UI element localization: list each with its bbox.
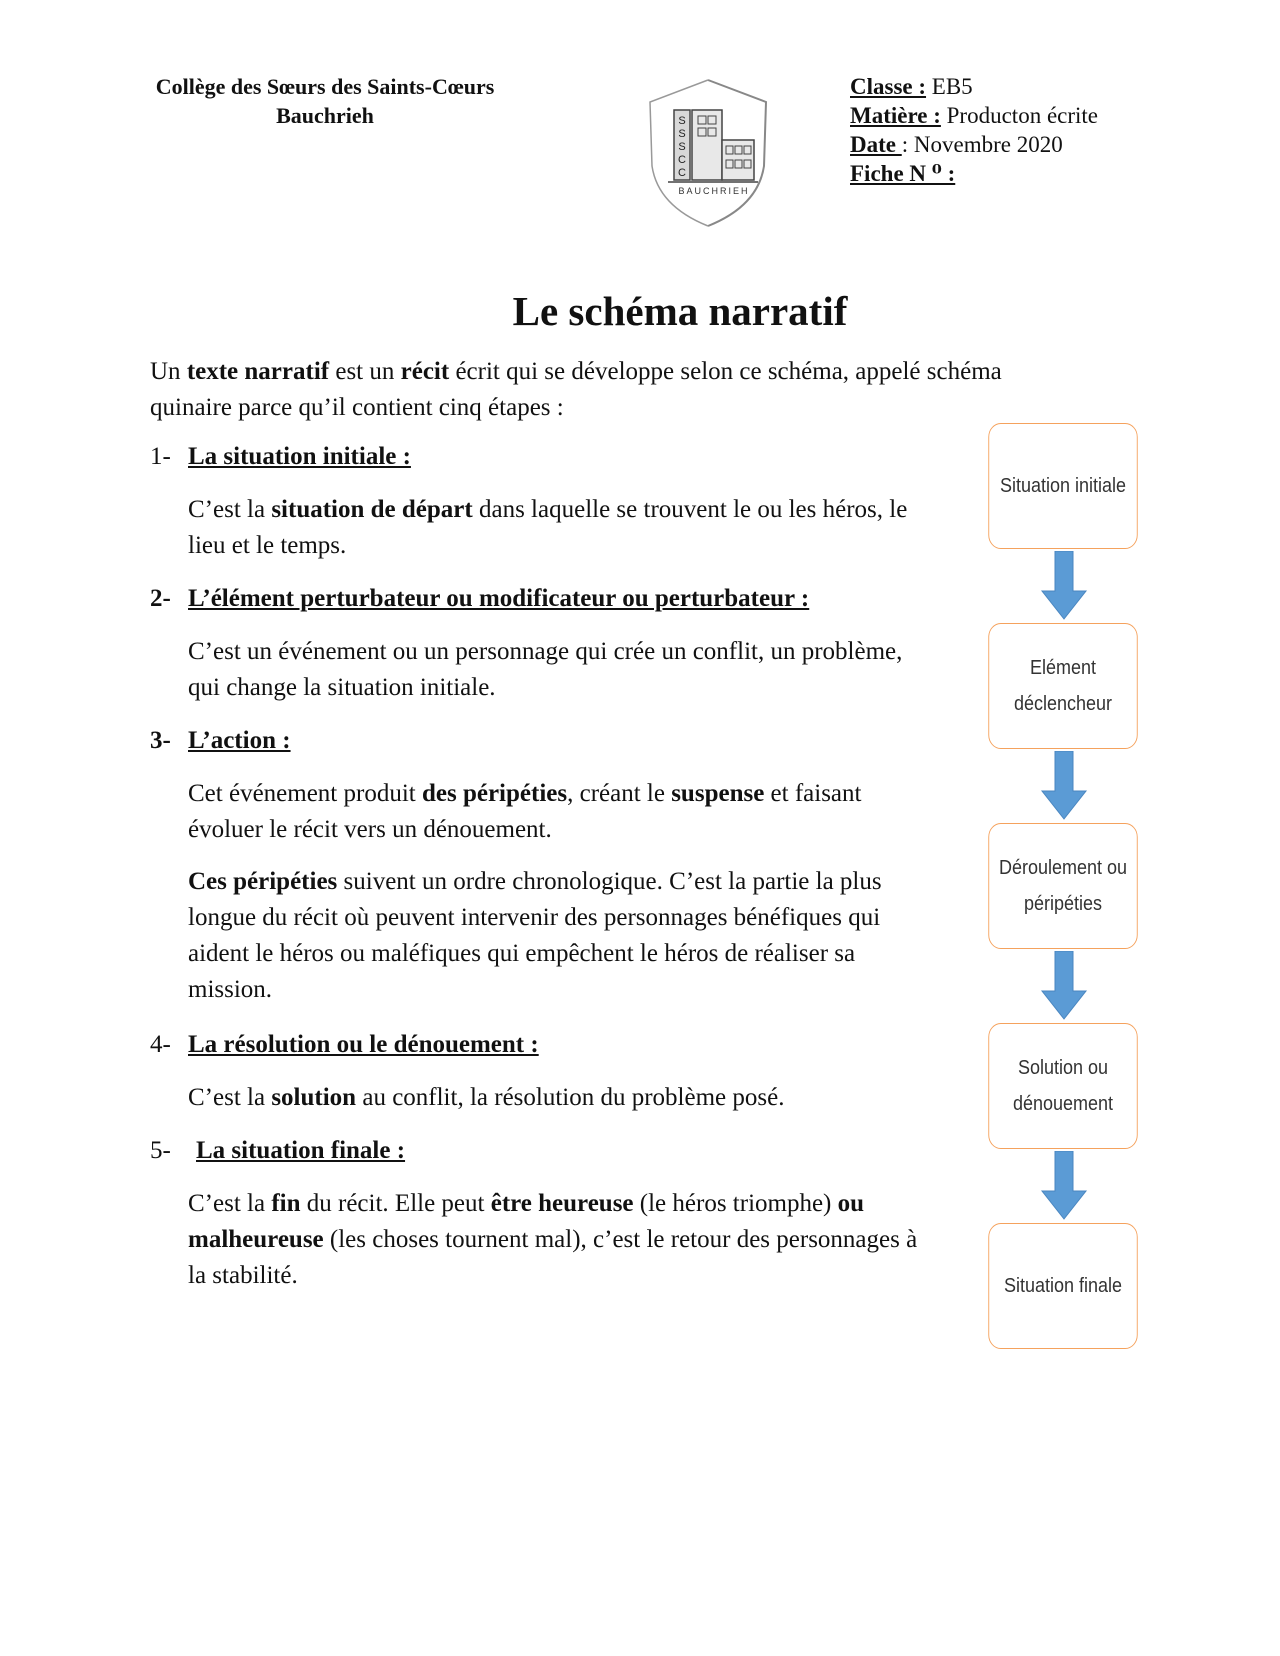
down-arrow-icon	[1040, 951, 1088, 1021]
section-heading: 3- L’action :	[150, 727, 291, 754]
school-name	[130, 72, 520, 130]
logo-letter: C	[678, 154, 686, 166]
down-arrow-icon	[1040, 1151, 1088, 1221]
section-paragraph: C’est un événement ou un personnage qui crée un conflit, un problème, qui change la situation initiale.	[188, 638, 903, 701]
logo-text: BAUCHRIEH	[678, 186, 750, 196]
narrative-flowchart	[980, 423, 1150, 1363]
section-paragraph: C’est la fin du récit. Elle peut être heureuse (le héros triomphe) ou malheureuse (les choses tournent mal), c’est le retour des personnages à la stabilité.	[188, 1190, 918, 1289]
section-heading: 5- La situation finale :	[150, 1137, 406, 1164]
page-title: Le schéma narratif	[512, 288, 848, 334]
section-heading: 1- La situation initiale :	[150, 443, 411, 470]
logo-letter: S	[678, 141, 686, 153]
school-logo-shield-icon	[638, 76, 778, 236]
school-name-line2: Bauchrieh	[276, 103, 374, 128]
meta-sheet-number: Fiche N ⁰ :	[850, 161, 956, 186]
flow-box-deroulement: Déroulement ou péripéties	[988, 823, 1137, 949]
school-logo	[638, 76, 778, 236]
section-heading: 4- La résolution ou le dénouement :	[150, 1031, 539, 1058]
section-paragraph: C’est la solution au conflit, la résolution du problème posé.	[188, 1084, 785, 1111]
flow-box-element-declencheur: Elément déclencheur	[988, 623, 1137, 749]
section-paragraph: Ces péripéties suivent un ordre chronologique. C’est la partie la plus longue du récit où peuvent intervenir des personnages bénéfiques qui aident le héros ou maléfiques qui empêchent le héros de réaliser sa mission.	[188, 868, 882, 1003]
logo-letter: S	[678, 115, 686, 127]
logo-letter: C	[678, 167, 686, 179]
meta-subject: Matière : Producton écrite	[850, 103, 1099, 128]
section-paragraph: C’est la situation de départ dans laquelle se trouvent le ou les héros, le lieu et le temps.	[188, 496, 908, 559]
flow-box-solution: Solution ou dénouement	[988, 1023, 1137, 1149]
school-name-line1: Collège des Sœurs des Saints-Cœurs	[155, 74, 495, 99]
down-arrow-icon	[1040, 551, 1088, 621]
meta-date: Date : Novembre 2020	[850, 132, 1063, 157]
meta-class: Classe : EB5	[850, 74, 973, 99]
down-arrow-icon	[1040, 751, 1088, 821]
logo-letter: S	[678, 128, 686, 140]
section-heading: 2- L’élément perturbateur ou modificateur ou perturbateur :	[150, 585, 810, 612]
flow-box-situation-finale: Situation finale	[988, 1223, 1137, 1349]
section-paragraph: Cet événement produit des péripéties, créant le suspense et faisant évoluer le récit vers un dénouement.	[188, 780, 862, 843]
intro-paragraph: Un texte narratif est un récit écrit qui se développe selon ce schéma, appelé schéma quinaire parce qu’il contient cinq étapes :	[150, 358, 1002, 421]
flow-box-situation-initiale: Situation initiale	[988, 423, 1137, 549]
document-meta	[850, 72, 1098, 188]
